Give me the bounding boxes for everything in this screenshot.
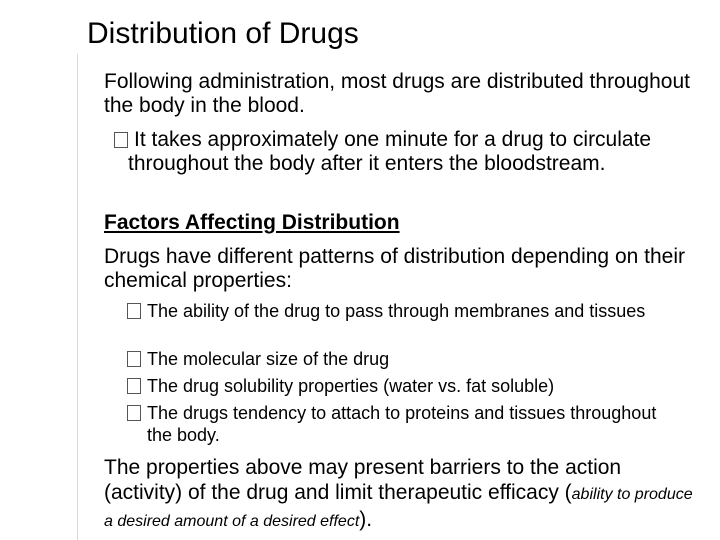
bullet-box-icon: [127, 303, 141, 319]
conclusion-paragraph: [104, 455, 704, 534]
factor-item: [127, 375, 667, 397]
bullet-circulation-time: [114, 128, 688, 176]
bullet-box-icon: [127, 351, 141, 367]
factor-text: The molecular size of the drug: [147, 349, 390, 369]
conclusion-text: The properties above may present barriers to the action (activity) of the drug and limit therapeutic efficacy (: [104, 456, 622, 504]
conclusion-end: ).: [359, 508, 373, 531]
factor-item: [127, 300, 687, 322]
factor-item: [127, 402, 667, 446]
factor-text: The ability of the drug to pass through membranes and tissues: [147, 301, 646, 321]
efficacy-definition: ability to produce a desired amount of a desired effect: [104, 486, 693, 530]
factor-item: [127, 348, 667, 370]
bullet-box-icon: [114, 132, 128, 148]
slide-title: Distribution of Drugs: [87, 17, 359, 50]
bullet-box-icon: [127, 378, 141, 394]
patterns-paragraph: Drugs have different patterns of distribution depending on their chemical properties:: [104, 245, 685, 292]
factors-heading: [104, 211, 704, 235]
factor-text: The drugs tendency to attach to proteins and tissues throughout the body.: [147, 403, 657, 445]
intro-paragraph: Following administration, most drugs are distributed throughout the body in the blood.: [104, 70, 690, 117]
factors-heading-text: Factors Affecting Distribution: [104, 211, 400, 234]
bullet-circulation-text: It takes approximately one minute for a drug to circulate throughout the body after it enters the bloodstream.: [128, 128, 652, 175]
factor-text: The drug solubility properties (water vs. fat soluble): [147, 376, 555, 396]
bullet-box-icon: [127, 405, 141, 421]
vertical-divider-line: [77, 54, 78, 540]
